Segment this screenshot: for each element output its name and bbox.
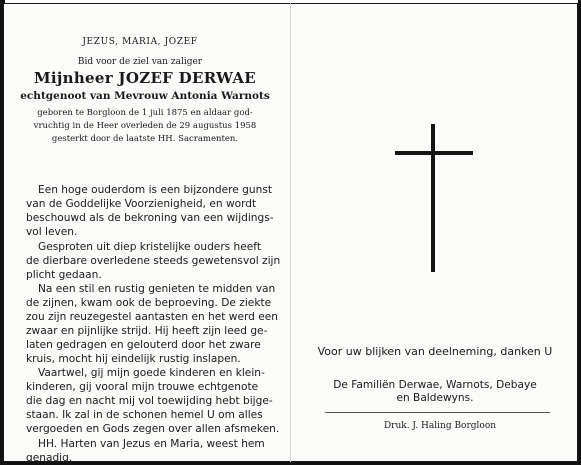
eulogy-line: van de Goddelijke Voorzienigheid, en wordt [26, 198, 257, 210]
eulogy-line: beschouwd als de bekroning van een wijdings- [26, 212, 274, 224]
eulogy-line: staan. Ik zal in de schonen hemel U om alles [26, 409, 263, 421]
eulogy-line: vergoeden en Gods zegen over allen afsmeken. [26, 423, 280, 435]
eulogy-line: kinderen, gij vooral mijn trouwe echtgenote [26, 381, 259, 393]
header-invocation: JEZUS, MARIA, JOZEF [82, 37, 198, 47]
eulogy-line: de dierbare overledene steeds gewetensvol zijn [26, 255, 281, 267]
eulogy-line: plicht gedaan. [26, 269, 102, 281]
eulogy-line: zou zijn reuzegestel aantasten en het werd een [26, 311, 278, 323]
printer-credit: Druk. J. Haling Borgloon [383, 421, 497, 431]
eulogy-line: Na een stil en rustig genieten te midden van [38, 283, 276, 295]
divider [325, 412, 550, 413]
eulogy-line: laten gedragen en gelouterd door het zware [26, 339, 261, 351]
families-line: De Familiën Derwae, Warnots, Debaye [333, 379, 537, 391]
deceased-name: Mijnheer JOZEF DERWAE [33, 69, 256, 87]
eulogy-line: vol leven. [26, 226, 78, 238]
eulogy-line: de zijnen, kwam ook de beproeving. De ziekte [26, 297, 272, 309]
thanks-line: Voor uw blijken van deelneming, danken U [317, 345, 553, 358]
card-fold-line [290, 3, 291, 462]
prayer-line: Bid voor de ziel van zaliger [77, 57, 203, 67]
eulogy-line: Een hoge ouderdom is een bijzondere gunst [38, 184, 272, 196]
families-line: en Baldewyns. [396, 392, 474, 404]
eulogy-line: Gesproten uit diep kristelijke ouders heeft [38, 241, 262, 253]
birth-death-line: vruchtig in de Heer overleden de 29 augustus 1958 [33, 121, 257, 131]
eulogy-line: Vaartwel, gij mijn goede kinderen en klein- [38, 367, 265, 379]
eulogy-line: zwaar en pijnlijke strijd. Hij heeft zijn leed ge- [26, 325, 268, 337]
eulogy-line: genadig. [26, 452, 73, 464]
birth-death-line: gesterkt door de laatste HH. Sacramenten. [51, 134, 239, 144]
eulogy-line: kruis, mocht hij eindelijk rustig inslapen. [26, 353, 241, 365]
cross-icon [431, 124, 435, 272]
birth-death-line: geboren te Borgloon de 1 juli 1875 en aldaar god- [37, 108, 253, 118]
eulogy-line: HH. Harten van Jezus en Maria, weest hem [38, 438, 265, 450]
spouse-line: echtgenoot van Mevrouw Antonia Warnots [20, 90, 270, 102]
cross-icon-bar [395, 151, 473, 155]
eulogy-line: die dag en nacht mij vol toewijding hebt bijge- [26, 395, 273, 407]
